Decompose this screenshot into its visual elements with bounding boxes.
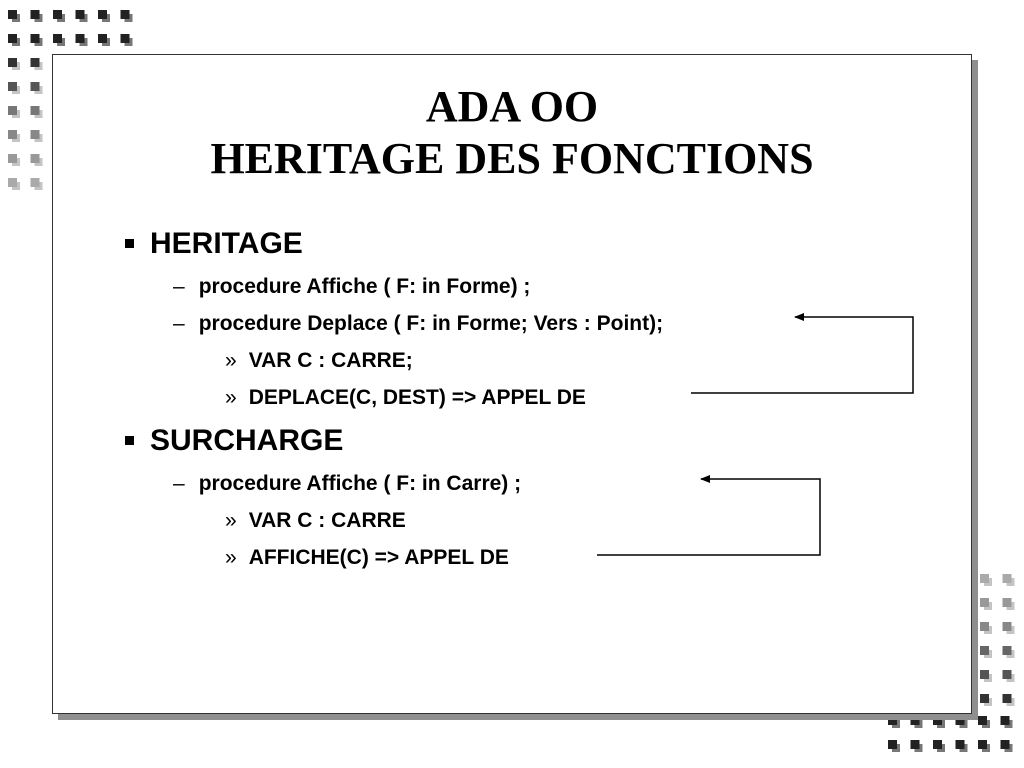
decor-square bbox=[1003, 646, 1015, 658]
decor-square bbox=[31, 82, 43, 94]
decor-square bbox=[1003, 670, 1015, 682]
arrow-affiche bbox=[597, 479, 820, 555]
subitem-text: VAR C : CARRE; bbox=[248, 349, 413, 372]
decor-square bbox=[31, 106, 43, 118]
decor-square bbox=[76, 10, 88, 22]
decor-square bbox=[978, 740, 990, 752]
decor-square bbox=[956, 740, 968, 752]
decor-square bbox=[980, 574, 992, 586]
subitem-text: DEPLACE(C, DEST) => APPEL DE bbox=[248, 386, 586, 409]
decor-square bbox=[8, 34, 20, 46]
decor-square bbox=[8, 82, 20, 94]
decor-square bbox=[31, 10, 43, 22]
decor-square bbox=[31, 130, 43, 142]
decor-square bbox=[1003, 694, 1015, 706]
decor-square bbox=[8, 106, 20, 118]
decor-square bbox=[956, 716, 968, 728]
dash-bullet-icon: – bbox=[173, 472, 185, 495]
decor-square bbox=[1001, 716, 1013, 728]
decor-square bbox=[31, 178, 43, 190]
double-chevron-bullet-icon: » bbox=[225, 349, 237, 372]
heading-heritage: HERITAGE bbox=[150, 227, 303, 260]
item-text: procedure Affiche ( F: in Forme) ; bbox=[198, 275, 531, 298]
decor-square bbox=[980, 646, 992, 658]
decor-square bbox=[980, 622, 992, 634]
double-chevron-bullet-icon: » bbox=[225, 386, 237, 409]
decor-square bbox=[31, 154, 43, 166]
decor-square bbox=[8, 178, 20, 190]
item-text: procedure Affiche ( F: in Carre) ; bbox=[198, 472, 522, 495]
decor-square bbox=[888, 716, 900, 728]
decor-square bbox=[980, 694, 992, 706]
decor-square bbox=[1001, 740, 1013, 752]
decor-square bbox=[76, 34, 88, 46]
decor-square bbox=[888, 740, 900, 752]
double-chevron-bullet-icon: » bbox=[225, 546, 237, 569]
decor-square bbox=[31, 58, 43, 70]
decor-square bbox=[8, 130, 20, 142]
decor-square bbox=[980, 598, 992, 610]
decor-square bbox=[980, 670, 992, 682]
decor-square bbox=[8, 154, 20, 166]
double-chevron-bullet-icon: » bbox=[225, 509, 237, 532]
decor-square bbox=[1003, 598, 1015, 610]
slide bbox=[52, 54, 972, 714]
arrow-deplace bbox=[691, 317, 913, 393]
dash-bullet-icon: – bbox=[173, 275, 185, 298]
decor-square bbox=[933, 740, 945, 752]
decor-square bbox=[53, 34, 65, 46]
decor-square bbox=[98, 10, 110, 22]
decor-square bbox=[8, 58, 20, 70]
arrows-layer bbox=[53, 55, 971, 713]
decor-square bbox=[31, 34, 43, 46]
dash-bullet-icon: – bbox=[173, 312, 185, 335]
decor-square bbox=[911, 716, 923, 728]
decor-square bbox=[121, 34, 133, 46]
decor-square bbox=[53, 10, 65, 22]
decor-square bbox=[978, 716, 990, 728]
subitem-text: VAR C : CARRE bbox=[248, 509, 406, 532]
heading-surcharge: SURCHARGE bbox=[150, 424, 344, 457]
title-line-2: HERITAGE DES FONCTIONS bbox=[210, 134, 814, 183]
decor-square bbox=[8, 10, 20, 22]
decor-square bbox=[121, 10, 133, 22]
decor-square bbox=[911, 740, 923, 752]
subitem-text: AFFICHE(C) => APPEL DE bbox=[248, 546, 509, 569]
decor-square bbox=[98, 34, 110, 46]
decor-square bbox=[933, 716, 945, 728]
title-line-1: ADA OO bbox=[425, 82, 599, 131]
decor-square bbox=[1003, 574, 1015, 586]
item-text: procedure Deplace ( F: in Forme; Vers : Point); bbox=[198, 312, 664, 335]
decor-square bbox=[1003, 622, 1015, 634]
